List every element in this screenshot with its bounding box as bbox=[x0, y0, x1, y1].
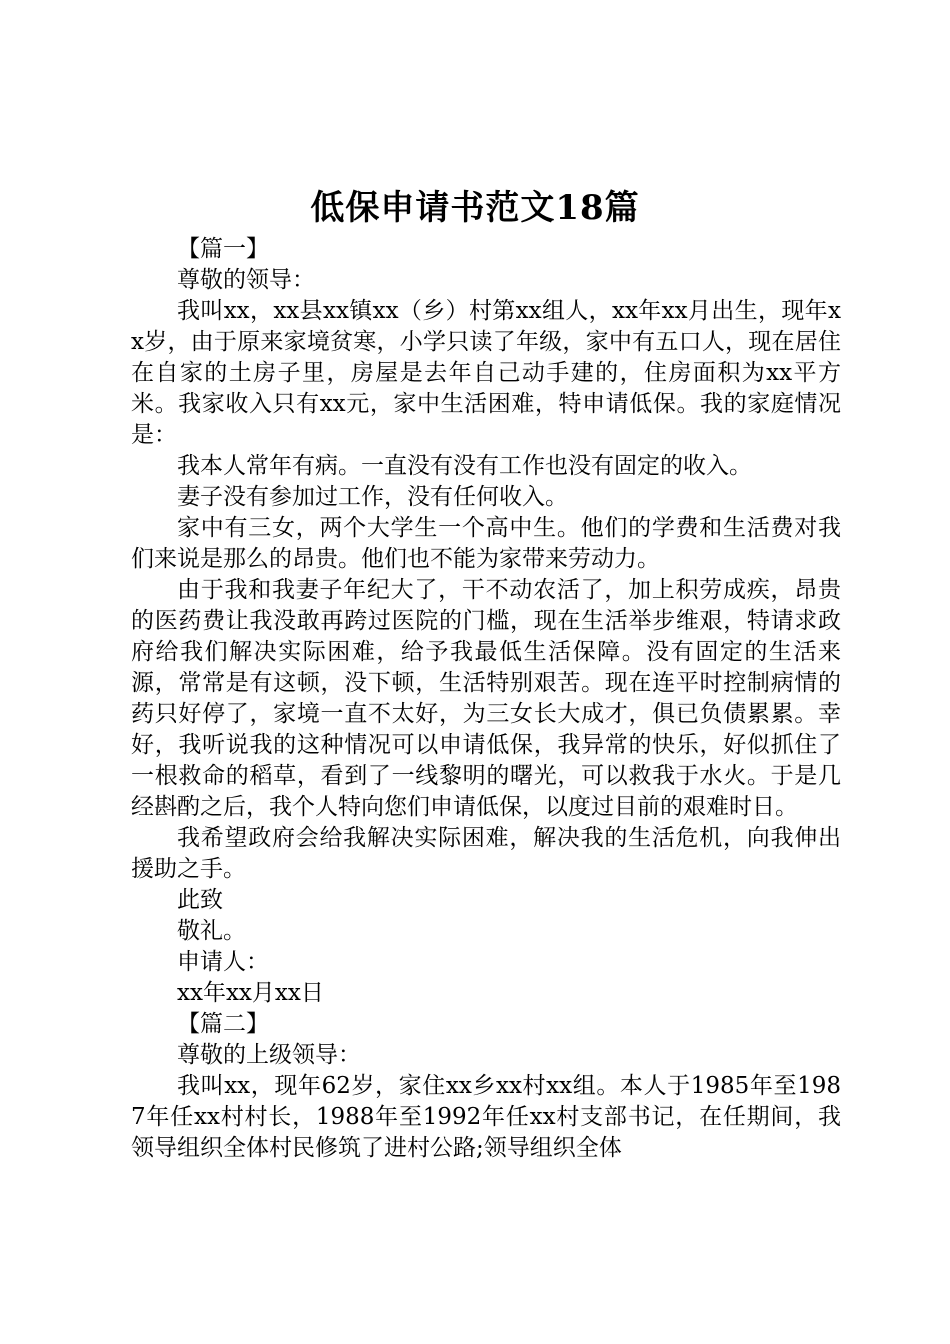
paragraph: 家中有三女，两个大学生一个高中生。他们的学费和生活费对我们来说是那么的昂贵。他们也不能为家带来劳动力。 bbox=[131, 515, 841, 572]
closing-line: 敬礼。 bbox=[177, 918, 246, 944]
section-heading-1: 【篇一】 bbox=[177, 236, 269, 262]
document-title: 低保申请书范文18篇 bbox=[310, 188, 640, 228]
paragraph: 妻子没有参加过工作，没有任何收入。 bbox=[177, 484, 568, 510]
section-heading-2: 【篇二】 bbox=[177, 1011, 269, 1037]
paragraph: 我叫xx，xx县xx镇xx（乡）村第xx组人，xx年xx月出生，现年xx岁，由于原来家境贫寒，小学只读了年级，家中有五口人，现在居住在自家的土房子里，房屋是去年自己动手建的，住房面积为xx平方米。我家收入只有xx元，家中生活困难，特申请低保。我的家庭情况是： bbox=[131, 298, 841, 448]
salutation: 尊敬的上级领导： bbox=[177, 1042, 361, 1068]
applicant-line: 申请人： bbox=[177, 949, 269, 975]
paragraph: 我本人常年有病。一直没有没有工作也没有固定的收入。 bbox=[177, 453, 752, 479]
salutation: 尊敬的领导： bbox=[177, 267, 315, 293]
document-body bbox=[131, 234, 841, 1164]
paragraph: 我希望政府会给我解决实际困难，解决我的生活危机，向我伸出援助之手。 bbox=[131, 825, 841, 882]
paragraph: 由于我和我妻子年纪大了，干不动农活了，加上积劳成疾，昂贵的医药费让我没敢再跨过医院的门槛，现在生活举步维艰，特请求政府给我们解决实际困难，给予我最低生活保障。没有固定的生活来源，常常是有这顿，没下顿，生活特别艰苦。现在连平时控制病情的药只好停了，家境一直不太好，为三女长大成才，俱已负债累累。幸好，我听说我的这种情况可以申请低保，我异常的快乐，好似抓住了一根救命的稻草，看到了一线黎明的曙光，可以救我于水火。于是几经斟酌之后，我个人特向您们申请低保，以度过目前的艰难时日。 bbox=[131, 577, 841, 820]
closing-line: 此致 bbox=[177, 887, 223, 913]
paragraph: 我叫xx，现年62岁，家住xx乡xx村xx组。本人于1985年至1987年任xx村村长，1988年至1992年任xx村支部书记，在任期间，我领导组织全体村民修筑了进村公路;领导组织全体 bbox=[131, 1073, 841, 1161]
date-line: xx年xx月xx日 bbox=[177, 980, 324, 1006]
